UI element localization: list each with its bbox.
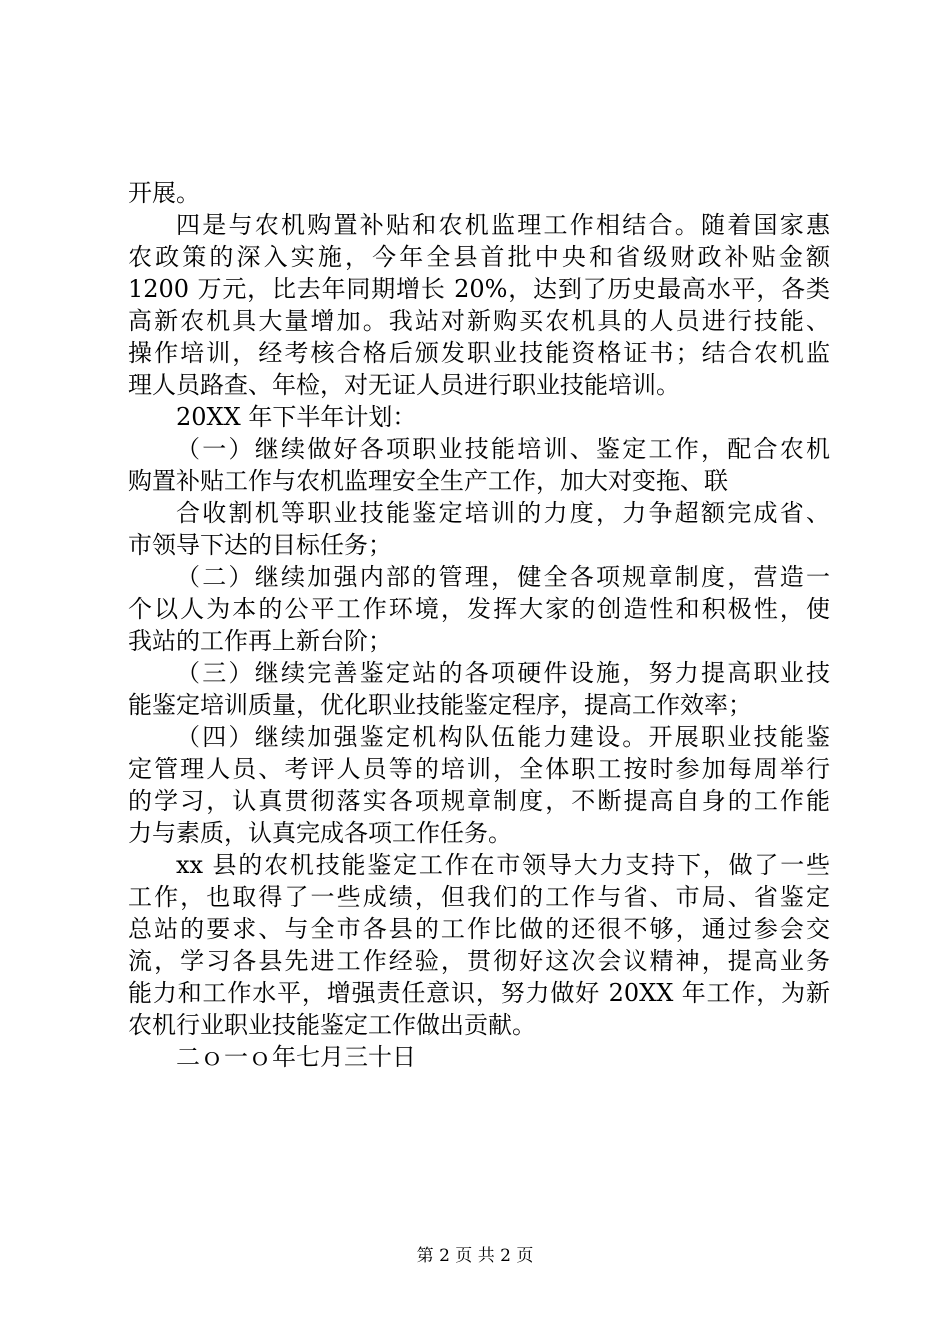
text-line: 农政策的深入实施，今年全县首批中央和省级财政补贴金额 bbox=[128, 243, 830, 271]
text-line: 购置补贴工作与农机监理安全生产工作，加大对变拖、联 bbox=[128, 467, 728, 495]
text-line: 个以人为本的公平工作环境，发挥大家的创造性和积极性，使 bbox=[128, 595, 830, 623]
text-line: 能力和工作水平，增强责任意识，努力做好 20XX 年工作，为新 bbox=[128, 979, 830, 1007]
page-footer: 第 2 页 共 2 页 bbox=[416, 1246, 534, 1266]
text-line: 农机行业职业技能鉴定工作做出贡献。 bbox=[128, 1011, 536, 1039]
text-line: 20XX 年下半年计划： bbox=[176, 403, 417, 431]
date-line: 二ｏ一ｏ年七月三十日 bbox=[176, 1043, 416, 1071]
text-line: 的学习，认真贯彻落实各项规章制度，不断提高自身的工作能 bbox=[128, 787, 830, 815]
text-line: （二）继续加强内部的管理，健全各项规章制度，营造一 bbox=[176, 563, 830, 591]
text-line: 工作，也取得了一些成绩，但我们的工作与省、市局、省鉴定 bbox=[128, 883, 830, 911]
text-line: xx 县的农机技能鉴定工作在市领导大力支持下，做了一些 bbox=[176, 851, 830, 879]
text-line: 合收割机等职业技能鉴定培训的力度，力争超额完成省、 bbox=[176, 499, 830, 527]
text-line: 定管理人员、考评人员等的培训，全体职工按时参加每周举行 bbox=[128, 755, 830, 783]
text-line: 操作培训，经考核合格后颁发职业技能资格证书；结合农机监 bbox=[128, 339, 830, 367]
text-line: 能鉴定培训质量，优化职业技能鉴定程序，提高工作效率； bbox=[128, 691, 752, 719]
text-line: 四是与农机购置补贴和农机监理工作相结合。随着国家惠 bbox=[176, 211, 830, 239]
text-line: 我站的工作再上新台阶； bbox=[128, 627, 392, 655]
text-line: （四）继续加强鉴定机构队伍能力建设。开展职业技能鉴 bbox=[176, 723, 830, 751]
text-line: 流，学习各县先进工作经验，贯彻好这次会议精神，提高业务 bbox=[128, 947, 830, 975]
text-line: 开展。 bbox=[128, 179, 200, 207]
text-line: 总站的要求、与全市各县的工作比做的还很不够，通过参会交 bbox=[128, 915, 830, 943]
text-line: （一）继续做好各项职业技能培训、鉴定工作，配合农机 bbox=[176, 435, 830, 463]
text-line: 理人员路查、年检，对无证人员进行职业技能培训。 bbox=[128, 371, 680, 399]
text-line: 1200 万元，比去年同期增长 20%，达到了历史最高水平，各类 bbox=[128, 275, 830, 303]
text-line: 市领导下达的目标任务； bbox=[128, 531, 392, 559]
text-line: 力与素质，认真完成各项工作任务。 bbox=[128, 819, 512, 847]
text-line: （三）继续完善鉴定站的各项硬件设施，努力提高职业技 bbox=[176, 659, 830, 687]
text-line: 高新农机具大量增加。我站对新购买农机具的人员进行技能、 bbox=[128, 307, 830, 335]
